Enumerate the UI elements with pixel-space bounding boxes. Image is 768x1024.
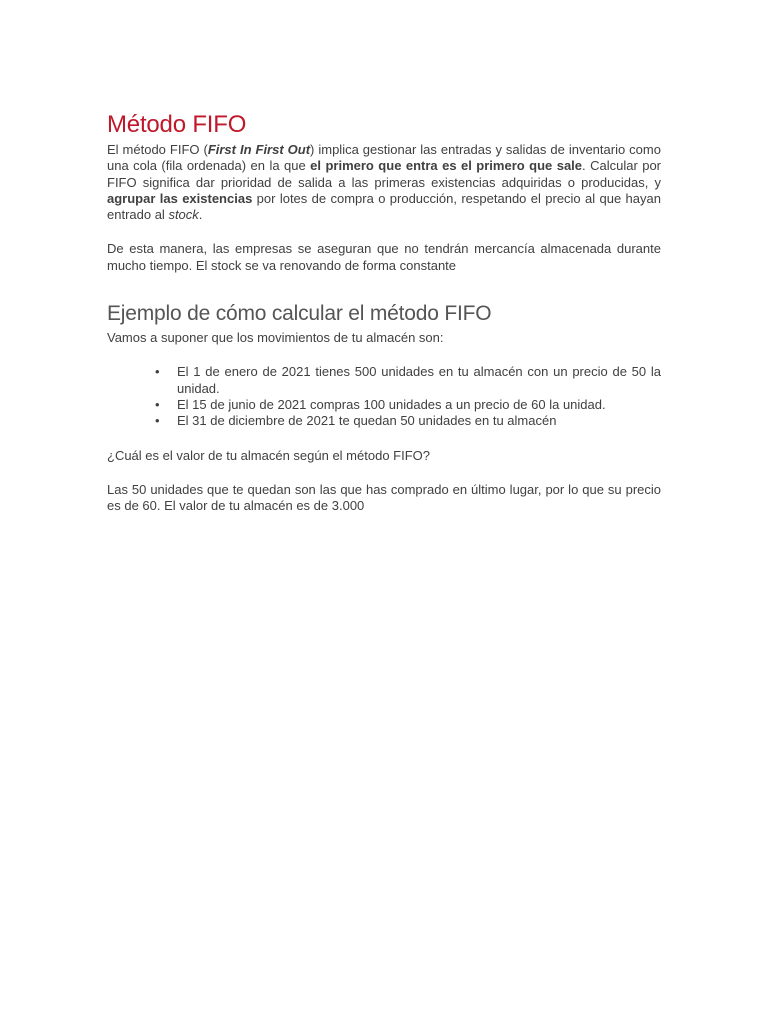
spacer	[107, 274, 661, 300]
spacer	[107, 430, 661, 448]
intro-text-1: El método FIFO (	[107, 142, 208, 157]
spacer	[107, 346, 661, 364]
spacer	[107, 223, 661, 241]
intro-text-7: por lotes de compra o producción, respetando el precio al que hayan entrado al	[107, 190, 661, 223]
list-item-text: El 31 de diciembre de 2021 te quedan 50 unidades en tu almacén	[177, 413, 557, 429]
example-heading: Ejemplo de cómo calcular el método FIFO	[107, 302, 492, 326]
intro-paragraph	[107, 142, 661, 223]
document-page	[107, 110, 661, 514]
bullet-icon: •	[155, 413, 160, 429]
list-item	[155, 413, 661, 429]
bullet-icon: •	[155, 364, 160, 380]
list-item-text: El 15 de junio de 2021 compras 100 unidades a un precio de 60 la unidad.	[177, 396, 606, 412]
list-item-text: El 1 de enero de 2021 tienes 500 unidades en tu almacén con un precio de 50 la unidad.	[177, 364, 661, 396]
list-item	[155, 396, 661, 413]
question-paragraph: ¿Cuál es el valor de tu almacén según el método FIFO?	[107, 447, 430, 463]
intro-fifo-rule: el primero que entra es el primero que sale	[310, 158, 583, 174]
page-title: Método FIFO	[107, 111, 247, 138]
answer-paragraph: Las 50 unidades que te quedan son las que has comprado en último lugar, por lo que su precio es de 60. El valor de tu almacén es de 3.000	[107, 481, 661, 514]
intro-stock-word: stock	[168, 207, 199, 223]
intro-text-9: .	[198, 207, 203, 223]
example-intro: Vamos a suponer que los movimientos de tu almacén son:	[107, 330, 444, 346]
bullet-icon: •	[155, 396, 160, 412]
intro-text-5: . Calcular por FIFO significa dar prioridad de salida a las primeras existencias adquiridas o producidas, y	[107, 158, 662, 190]
spacer	[107, 464, 661, 482]
list-item	[155, 364, 661, 397]
intro-fifo-expansion: First In First Out	[207, 142, 311, 157]
movements-list	[107, 364, 661, 429]
second-paragraph: De esta manera, las empresas se aseguran que no tendrán mercancía almacenada durante mucho tiempo. El stock se va renovando de forma constante	[107, 241, 661, 273]
intro-group-stock: agrupar las existencias	[107, 190, 253, 206]
intro-text-3: ) implica gestionar las entradas y salidas de inventario como una cola (fila ordenada) en la que	[107, 142, 661, 174]
